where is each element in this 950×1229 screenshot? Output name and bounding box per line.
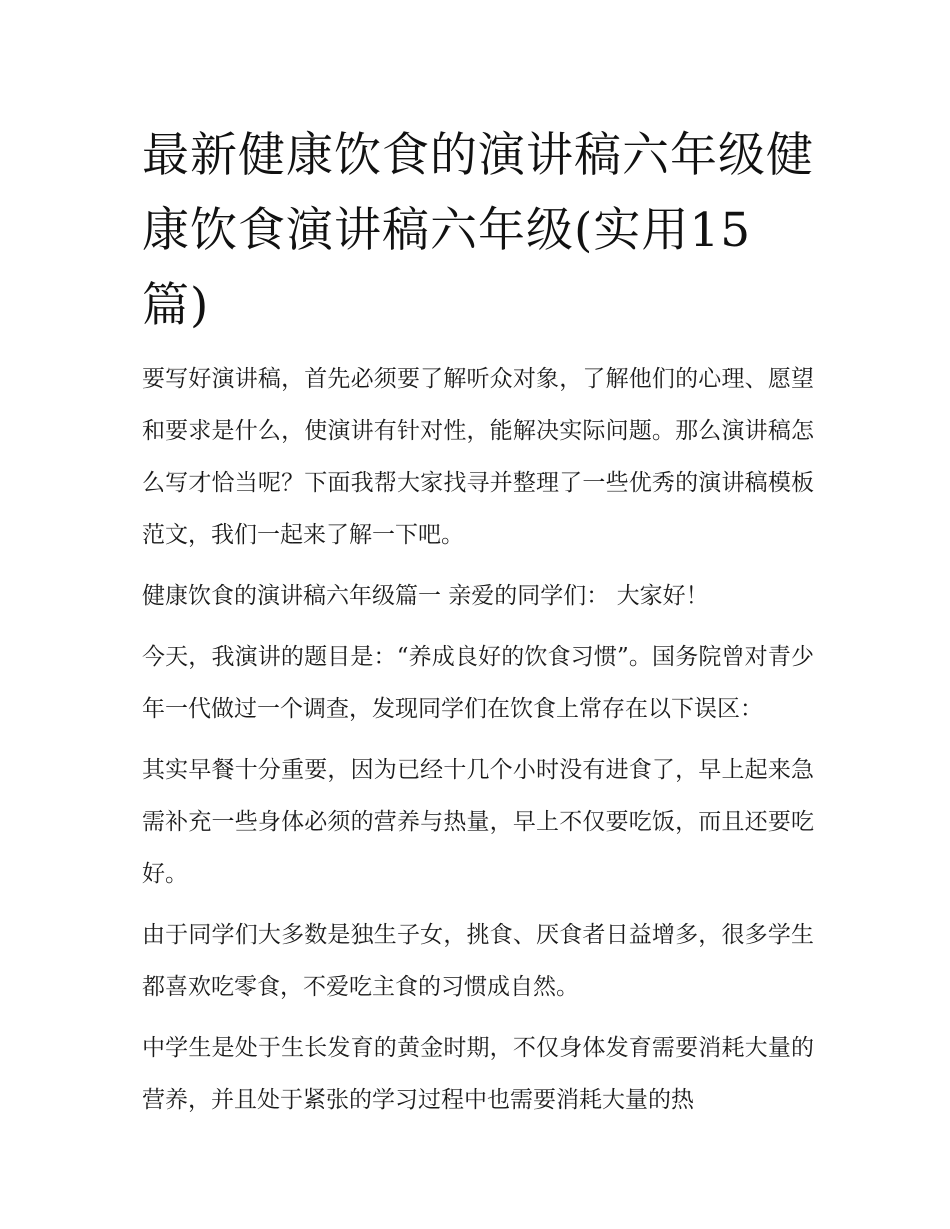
paragraph: 今天，我演讲的题目是：“养成良好的饮食习惯”。国务院曾对青少年一代做过一个调查，发现同学们在饮食上常存在以下误区：	[142, 644, 814, 722]
paragraph: 由于同学们大多数是独生子女，挑食、厌食者日益增多，很多学生都喜欢吃零食，不爱吃主食的习惯成自然。	[142, 922, 814, 1000]
paragraph: 其实早餐十分重要，因为已经十几个小时没有进食了，早上起来急需补充一些身体必须的营养与热量，早上不仅要吃饭，而且还要吃好。	[142, 757, 814, 887]
paragraph: 中学生是处于生长发育的黄金时期，不仅身体发育需要消耗大量的营养，并且处于紧张的学习过程中也需要消耗大量的热	[142, 1035, 814, 1113]
document-body	[142, 353, 814, 1126]
document-page	[142, 118, 814, 1135]
paragraph: 健康饮食的演讲稿六年级篇一 亲爱的同学们： 大家好！	[142, 583, 709, 609]
paragraph: 要写好演讲稿，首先必须要了解听众对象，了解他们的心理、愿望和要求是什么，使演讲有针对性，能解决实际问题。那么演讲稿怎么写才恰当呢？下面我帮大家找寻并整理了一些优秀的演讲稿模板范文，我们一起来了解一下吧。	[142, 366, 814, 548]
document-title: 最新健康饮食的演讲稿六年级健康饮食演讲稿六年级(实用15篇)	[142, 128, 814, 333]
